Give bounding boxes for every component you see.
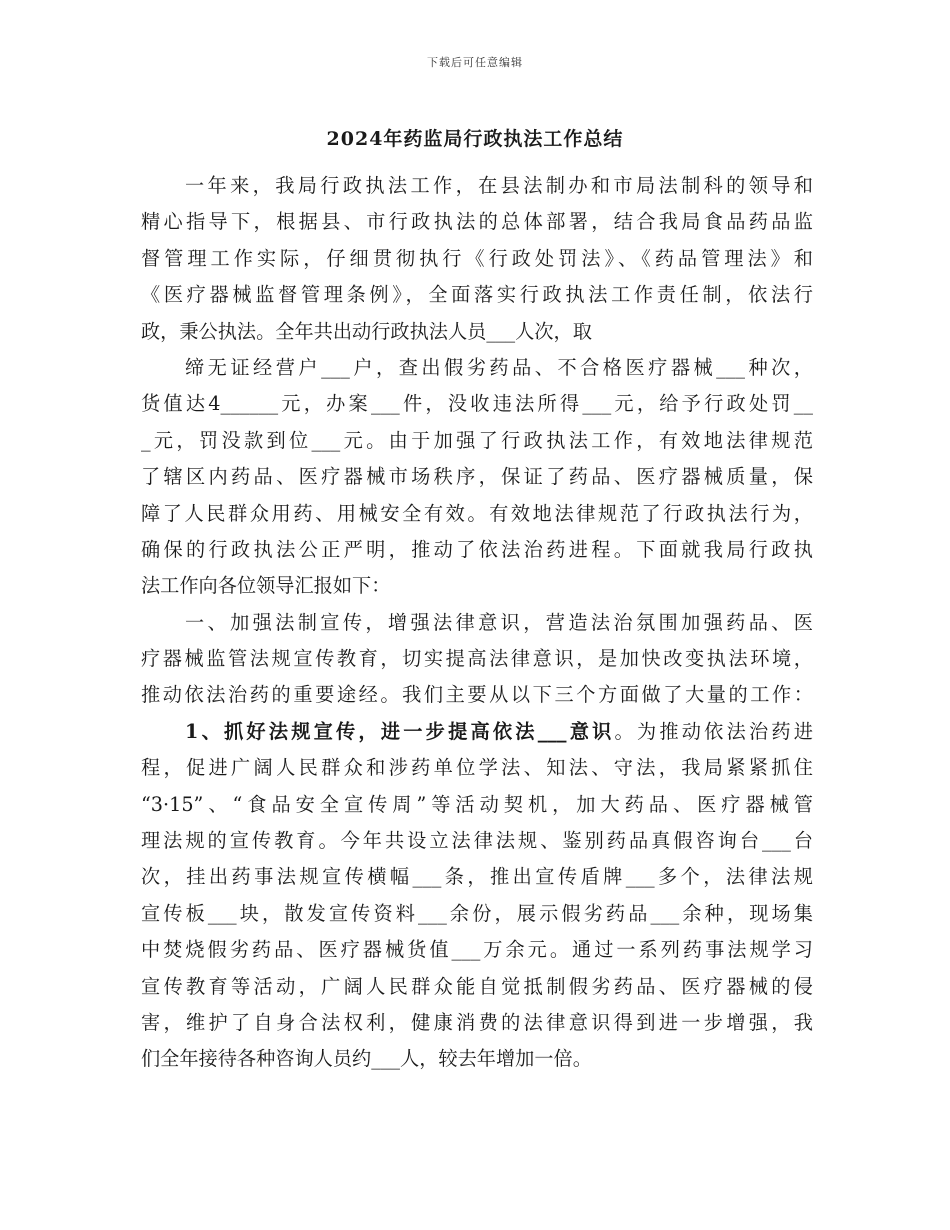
- section-heading: 1、抓好法规宣传，进一步提高依法___意识: [185, 719, 615, 743]
- body-line: [141, 241, 813, 277]
- line-text: 宣传教育等活动，广阔人民群众能自觉抵制假劣药品、医疗器械的侵: [141, 974, 813, 998]
- line-text: 宣传板___块，散发宣传资料___余份，展示假劣药品___余种，现场集: [141, 901, 813, 925]
- body-line: [141, 932, 813, 968]
- line-text: 精心指导下，根据县、市行政执法的总体部署，结合我局食品药品监: [141, 210, 813, 234]
- line-text: 们全年接待各种咨询人员约___人，较去年增加一倍。: [141, 1047, 592, 1071]
- body-line: [141, 787, 813, 823]
- body-line: [141, 168, 813, 204]
- body-line: [141, 314, 813, 350]
- body-line: [141, 896, 813, 932]
- page-header-note: 下载后可任意编辑: [427, 56, 523, 69]
- line-text: 次，挂出药事法规宣传横幅___条，推出宣传盾牌___多个，法律法规: [141, 865, 813, 889]
- line-text: 一、加强法制宣传，增强法律意识，营造法治氛围加强药品、医: [185, 610, 813, 634]
- body-line: [141, 204, 813, 240]
- line-text: 中焚烧假劣药品、医疗器械货值___万余元。通过一系列药事法规学习: [141, 938, 813, 962]
- document-title: 2024年药监局行政执法工作总结: [326, 128, 624, 150]
- body-line: [141, 496, 813, 532]
- line-text: “3·15”、“食品安全宣传周”等活动契机，加大药品、医疗器械管: [141, 792, 813, 816]
- line-text: 。为推动依法治药进: [614, 719, 813, 743]
- body-line: [141, 423, 813, 459]
- body-line: [141, 641, 813, 677]
- body-line: [141, 1005, 813, 1041]
- body-line: [141, 386, 813, 422]
- line-text: 障了人民群众用药、用械安全有效。有效地法律规范了行政执法行为，: [141, 501, 813, 525]
- document-body: [141, 168, 813, 1078]
- line-text: 推动依法治药的重要途经。我们主要从以下三个方面做了大量的工作：: [141, 683, 813, 707]
- body-line: [141, 1041, 813, 1077]
- body-line: [141, 350, 813, 386]
- body-line: [141, 714, 813, 750]
- body-line: [141, 859, 813, 895]
- body-line: [141, 532, 813, 568]
- line-text: 害，维护了自身合法权利，健康消费的法律意识得到进一步增强，我: [141, 1010, 813, 1034]
- body-line: [141, 568, 813, 604]
- line-text: 法工作向各位领导汇报如下：: [141, 574, 391, 598]
- line-text: _元，罚没款到位___元。由于加强了行政执法工作，有效地法律规范: [141, 428, 813, 452]
- body-line: [141, 750, 813, 786]
- body-line: [141, 823, 813, 859]
- body-line: [141, 969, 813, 1005]
- line-text: 疗器械监管法规宣传教育，切实提高法律意识，是加快改变执法环境，: [141, 647, 813, 671]
- body-line: [141, 677, 813, 713]
- body-line: [141, 277, 813, 313]
- body-line: [141, 605, 813, 641]
- line-text: 缔无证经营户___户，查出假劣药品、不合格医疗器械___种次，: [185, 355, 813, 379]
- line-text: 程，促进广阔人民群众和涉药单位学法、知法、守法，我局紧紧抓住: [141, 756, 813, 780]
- body-line: [141, 459, 813, 495]
- line-text: 督管理工作实际，仔细贯彻执行《行政处罚法》、《药品管理法》和: [141, 246, 813, 270]
- line-text: 货值达4______元，办案___件，没收违法所得___元，给予行政处罚__: [141, 392, 813, 416]
- line-text: 确保的行政执法公正严明，推动了依法治药进程。下面就我局行政执: [141, 537, 813, 561]
- line-text: 《医疗器械监督管理条例》，全面落实行政执法工作责任制，依法行: [141, 283, 813, 307]
- line-text: 理法规的宣传教育。今年共设立法律法规、鉴别药品真假咨询台___台: [141, 829, 813, 853]
- line-text: 一年来，我局行政执法工作，在县法制办和市局法制科的领导和: [185, 174, 813, 197]
- line-text: 了辖区内药品、医疗器械市场秩序，保证了药品、医疗器械质量，保: [141, 465, 813, 489]
- line-text: 政，秉公执法。全年共出动行政执法人员___人次，取: [141, 319, 592, 343]
